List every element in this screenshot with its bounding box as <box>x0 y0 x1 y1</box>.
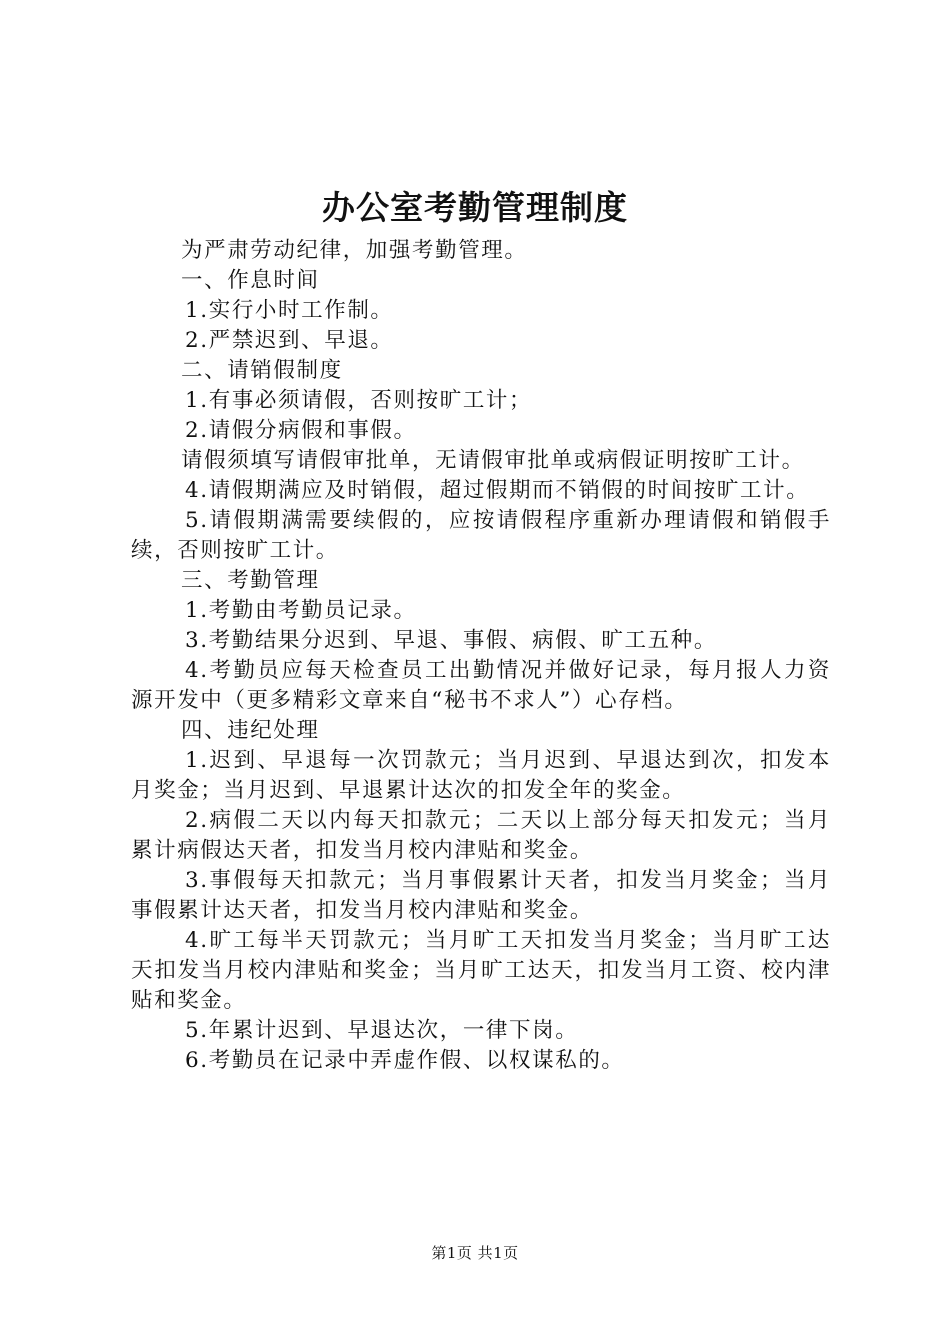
section-heading-1: 一、作息时间 <box>181 268 320 293</box>
document-title: 办公室考勤管理制度 <box>322 188 628 227</box>
section-heading-4: 四、违纪处理 <box>181 718 320 743</box>
list-item: 2.病假二天以内每天扣款元；二天以上部分每天扣发元；当月累计病假达天者，扣发当月校内津贴和奖金。 <box>131 808 831 863</box>
list-item: 1.迟到、早退每一次罚款元；当月迟到、早退达到次，扣发本月奖金；当月迟到、早退累计达次的扣发全年的奖金。 <box>131 748 831 803</box>
document-body <box>131 236 831 1076</box>
list-item: 1.考勤由考勤员记录。 <box>185 598 417 623</box>
list-item: 3.事假每天扣款元；当月事假累计天者，扣发当月奖金；当月事假累计达天者，扣发当月校内津贴和奖金。 <box>131 868 831 923</box>
list-item: 4.考勤员应每天检查员工出勤情况并做好记录，每月报人力资源开发中（更多精彩文章来自“秘书不求人”）心存档。 <box>131 658 831 713</box>
list-item: 4.请假期满应及时销假，超过假期而不销假的时间按旷工计。 <box>185 478 810 503</box>
list-item: 1.有事必须请假，否则按旷工计； <box>185 388 533 413</box>
list-item: 请假须填写请假审批单，无请假审批单或病假证明按旷工计。 <box>181 448 805 473</box>
list-item: 1.实行小时工作制。 <box>185 298 394 323</box>
section-heading-2: 二、请销假制度 <box>181 358 343 383</box>
list-item: 2.请假分病假和事假。 <box>185 418 417 443</box>
page-footer: 第1页 共1页 <box>431 1244 519 1262</box>
list-item: 3.考勤结果分迟到、早退、事假、病假、旷工五种。 <box>185 628 717 653</box>
list-item: 6.考勤员在记录中弄虚作假、以权谋私的。 <box>185 1048 625 1073</box>
paragraph-intro: 为严肃劳动纪律，加强考勤管理。 <box>181 238 528 263</box>
list-item: 5.年累计迟到、早退达次，一律下岗。 <box>185 1018 579 1043</box>
section-heading-3: 三、考勤管理 <box>181 568 320 593</box>
list-item: 5.请假期满需要续假的，应按请假程序重新办理请假和销假手续，否则按旷工计。 <box>131 508 831 563</box>
list-item: 2.严禁迟到、早退。 <box>185 328 394 353</box>
list-item: 4.旷工每半天罚款元；当月旷工天扣发当月奖金；当月旷工达天扣发当月校内津贴和奖金；当月旷工达天，扣发当月工资、校内津贴和奖金。 <box>131 928 831 1013</box>
